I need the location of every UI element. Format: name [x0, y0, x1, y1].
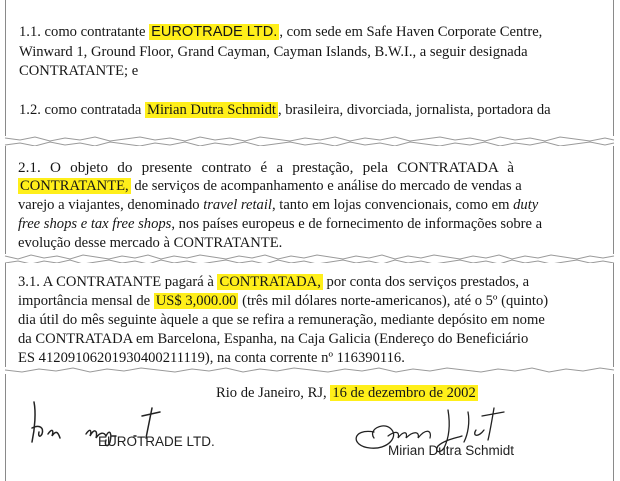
- clause-1-2-suffix: , brasileira, divorciada, jornalista, portadora da: [277, 102, 551, 118]
- travel-retail-term: travel retail: [203, 197, 272, 213]
- left-border: [5, 146, 6, 255]
- date-highlight: 16 de dezembro de 2002: [332, 385, 476, 401]
- clause-1-1-line-1: [19, 23, 542, 42]
- clause-3-1-line-1: [18, 273, 529, 292]
- duty-term: duty: [513, 197, 539, 213]
- clause-3-1-line-2: [18, 292, 548, 311]
- clause-2-1-line-3-mid: , tanto em lojas convencionais, como em: [271, 197, 514, 213]
- clause-2-1-line-2: [18, 177, 522, 196]
- closing-place: Rio de Janeiro, RJ,: [216, 385, 331, 401]
- clause-2-1-line-3: [18, 196, 538, 215]
- shops-term: free shops e tax free shops: [18, 216, 172, 232]
- contratante-highlight: EUROTRADE LTD.: [151, 24, 278, 40]
- right-border: [613, 263, 614, 369]
- clause-2-1-line-4-suffix: , nos países europeus e de fornecimento de informações sobre a: [171, 216, 543, 232]
- clause-2-1-line-1: 2.1. O objeto do presente contrato é a prestação, pela CONTRATADA à: [18, 159, 514, 176]
- clause-1-1-suffix: , com sede em Safe Haven Corporate Centre,: [279, 24, 543, 40]
- clause-3-1-line-2-suffix: (três mil dólares norte-americanos), até o 5º (quinto): [238, 293, 549, 309]
- left-border: [5, 263, 6, 369]
- clause-2-1-line-3-prefix: varejo a viajantes, denominado: [18, 197, 204, 213]
- left-border: [5, 0, 6, 138]
- closing-line: [216, 384, 478, 403]
- clause-3-1-line-3: dia útil do mês seguinte àquele a que se refira a remuneração, mediante depósito em nome: [18, 312, 545, 328]
- clause-1-1-line-3: CONTRATANTE; e: [19, 63, 139, 79]
- clause-2-1-line-2-suffix: de serviços de acompanhamento e análise do mercado de vendas a: [130, 178, 522, 194]
- clause-1-2-prefix: 1.2. como contratada: [19, 102, 146, 118]
- eurotrade-name: EUROTRADE LTD.: [98, 434, 215, 449]
- clause-3-1-line-4: da CONTRATADA em Barcelona, Espanha, na Caja Galicia (Endereço do Beneficiário: [18, 331, 529, 347]
- right-border: [613, 0, 614, 138]
- right-border: [613, 374, 614, 481]
- clause-1-2-line-1: [19, 101, 551, 120]
- clause-3-1-prefix: 3.1. A CONTRATANTE pagará à: [18, 274, 218, 290]
- clause-1-1-prefix: 1.1. como contratante: [19, 24, 150, 40]
- clause-3-1-suffix: por conta dos serviços prestados, a: [322, 274, 530, 290]
- left-border: [5, 374, 6, 481]
- torn-edge-1: [0, 136, 620, 146]
- clause-3-1-line-2-prefix: importância mensal de: [18, 293, 154, 309]
- clause-2-1-line-4: [18, 215, 542, 234]
- amount-highlight: US$ 3,000.00: [155, 293, 237, 309]
- contratada-highlight-2: CONTRATADA,: [219, 274, 321, 290]
- contratada-highlight: Mirian Dutra Schmidt: [147, 102, 276, 118]
- mirian-name: Mirian Dutra Schmidt: [388, 443, 515, 458]
- clause-2-1-line-5: evolução desse mercado à CONTRATANTE.: [18, 235, 283, 251]
- contratante-highlight-2: CONTRATANTE,: [20, 178, 129, 194]
- clause-3-1-line-5: ES 41209106201930400211119), na conta corrente nº 116390116.: [18, 350, 405, 366]
- right-border: [613, 146, 614, 255]
- clause-1-1-line-2: Winward 1, Ground Floor, Grand Cayman, Cayman Islands, B.W.I., a seguir designada: [19, 44, 528, 60]
